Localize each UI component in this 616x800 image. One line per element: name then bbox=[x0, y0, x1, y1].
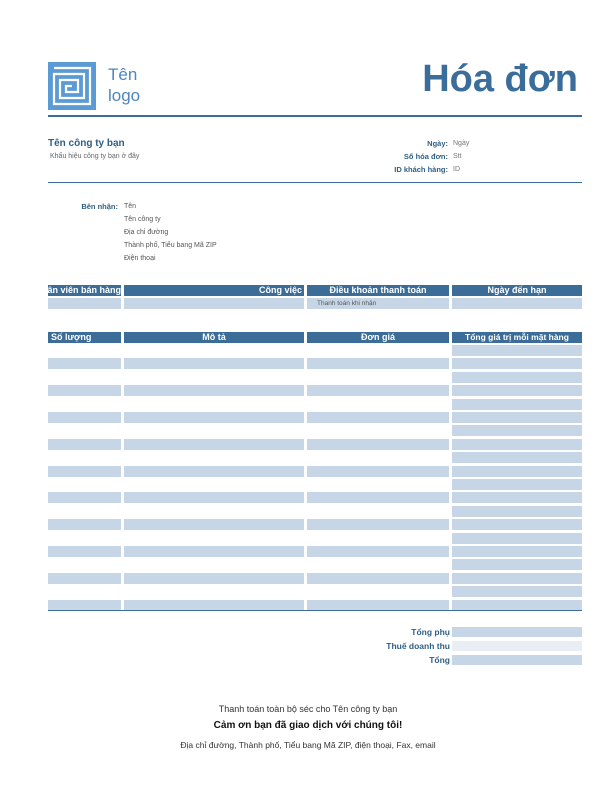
table-cell[interactable] bbox=[307, 466, 449, 477]
table-cell[interactable] bbox=[452, 479, 582, 490]
company-name: Tên công ty bạn bbox=[48, 138, 125, 149]
table-cell[interactable] bbox=[48, 519, 121, 530]
table-cell[interactable] bbox=[48, 425, 121, 436]
table-cell[interactable] bbox=[307, 372, 449, 383]
cell-payment-terms[interactable]: Thanh toán khi nhận bbox=[307, 298, 449, 309]
table-cell[interactable] bbox=[452, 439, 582, 450]
table-cell[interactable] bbox=[48, 492, 121, 503]
table-cell[interactable] bbox=[48, 439, 121, 450]
footer-address: Địa chỉ đường, Thành phố, Tiểu bang Mã ZIP, điện thoại, Fax, email bbox=[180, 740, 436, 750]
table-cell[interactable] bbox=[452, 452, 582, 463]
table-cell[interactable] bbox=[307, 559, 449, 570]
table-cell[interactable] bbox=[452, 466, 582, 477]
footer-thanks: Cảm ơn bạn đã giao dịch với chúng tôi! bbox=[213, 720, 403, 731]
table-cell[interactable] bbox=[48, 533, 121, 544]
table-cell[interactable] bbox=[48, 358, 121, 369]
table-cell[interactable] bbox=[124, 372, 304, 383]
table-cell[interactable] bbox=[124, 492, 304, 503]
table-cell[interactable] bbox=[124, 439, 304, 450]
table-cell[interactable] bbox=[307, 399, 449, 410]
table-cell[interactable] bbox=[48, 466, 121, 477]
customer-id-label: ID khách hàng: bbox=[394, 165, 448, 174]
recipient-city: Thành phố, Tiểu bang Mã ZIP bbox=[124, 242, 217, 249]
tax-label: Thuế doanh thu bbox=[386, 641, 450, 651]
header-salesperson: Nhân viên bán hàng bbox=[35, 285, 121, 295]
total-label: Tổng bbox=[429, 655, 450, 665]
recipient-name: Tên bbox=[124, 203, 137, 210]
logo-line-2: logo bbox=[108, 86, 141, 105]
recipient-phone: Điện thoại bbox=[124, 255, 156, 262]
table-cell[interactable] bbox=[452, 519, 582, 530]
table-cell[interactable] bbox=[48, 506, 121, 517]
table-cell[interactable] bbox=[452, 372, 582, 383]
table-cell[interactable] bbox=[307, 492, 449, 503]
company-slogan: Khẩu hiệu công ty bạn ở đây bbox=[50, 153, 140, 160]
table-cell[interactable] bbox=[452, 399, 582, 410]
table-cell[interactable] bbox=[307, 586, 449, 597]
table-cell[interactable] bbox=[452, 546, 582, 557]
cell-due-date[interactable] bbox=[452, 298, 582, 309]
table-cell[interactable] bbox=[452, 559, 582, 570]
header-divider bbox=[48, 115, 582, 117]
footer-payment-note: Thanh toán toàn bộ séc cho Tên công ty bạn bbox=[218, 704, 398, 714]
table-cell[interactable] bbox=[307, 358, 449, 369]
header-description: Mô tả bbox=[124, 332, 304, 343]
table-cell[interactable] bbox=[452, 573, 582, 584]
table-cell[interactable] bbox=[124, 573, 304, 584]
table-cell[interactable] bbox=[307, 452, 449, 463]
recipient-company: Tên công ty bbox=[124, 216, 161, 223]
table-cell[interactable] bbox=[307, 345, 449, 356]
table-cell[interactable] bbox=[307, 600, 449, 611]
table-cell[interactable] bbox=[307, 573, 449, 584]
table-cell[interactable] bbox=[124, 358, 304, 369]
table-cell[interactable] bbox=[307, 546, 449, 557]
table-cell[interactable] bbox=[124, 466, 304, 477]
invoice-title: Hóa đơn bbox=[422, 58, 578, 100]
invoice-number-label: Số hóa đơn: bbox=[403, 152, 448, 161]
table-cell[interactable] bbox=[452, 600, 582, 611]
table-cell[interactable] bbox=[307, 425, 449, 436]
table-cell[interactable] bbox=[307, 506, 449, 517]
table-cell[interactable] bbox=[48, 399, 121, 410]
table-cell[interactable] bbox=[48, 345, 121, 356]
section-divider bbox=[48, 182, 582, 183]
table-cell[interactable] bbox=[48, 573, 121, 584]
header-due-date: Ngày đến hạn bbox=[452, 285, 582, 296]
cell-salesperson[interactable] bbox=[48, 298, 121, 309]
recipient-street: Địa chỉ đường bbox=[124, 229, 169, 236]
cell-job[interactable] bbox=[124, 298, 304, 309]
table-cell[interactable] bbox=[452, 586, 582, 597]
table-cell[interactable] bbox=[48, 479, 121, 490]
table-cell[interactable] bbox=[452, 506, 582, 517]
table-cell[interactable] bbox=[452, 533, 582, 544]
table-cell[interactable] bbox=[124, 533, 304, 544]
items-bottom-rule bbox=[48, 610, 582, 611]
table-cell[interactable] bbox=[124, 345, 304, 356]
header-quantity: Số lượng bbox=[48, 332, 121, 343]
table-cell[interactable] bbox=[48, 559, 121, 570]
table-cell[interactable] bbox=[124, 425, 304, 436]
header-line-total: Tổng giá trị mỗi mặt hàng bbox=[452, 332, 582, 343]
table-cell[interactable] bbox=[452, 492, 582, 503]
table-cell[interactable] bbox=[124, 399, 304, 410]
date-value: Ngày bbox=[453, 140, 470, 147]
total-value[interactable] bbox=[452, 655, 582, 665]
table-cell[interactable] bbox=[124, 519, 304, 530]
logo-line-1: Tên bbox=[108, 65, 138, 84]
table-cell[interactable] bbox=[452, 345, 582, 356]
table-cell[interactable] bbox=[124, 506, 304, 517]
table-cell[interactable] bbox=[124, 479, 304, 490]
header-unit-price: Đơn giá bbox=[307, 332, 449, 343]
maze-icon bbox=[48, 62, 96, 110]
table-cell[interactable] bbox=[48, 546, 121, 557]
recipient-label: Bên nhận: bbox=[81, 202, 118, 211]
table-cell[interactable] bbox=[307, 519, 449, 530]
table-cell[interactable] bbox=[48, 412, 121, 423]
table-cell[interactable] bbox=[48, 385, 121, 396]
logo-placeholder bbox=[48, 62, 96, 110]
table-cell[interactable] bbox=[124, 452, 304, 463]
table-cell[interactable] bbox=[124, 412, 304, 423]
date-label: Ngày: bbox=[427, 139, 448, 148]
table-cell[interactable] bbox=[307, 412, 449, 423]
table-cell[interactable] bbox=[307, 479, 449, 490]
table-cell[interactable] bbox=[48, 586, 121, 597]
table-cell[interactable] bbox=[124, 385, 304, 396]
table-cell[interactable] bbox=[48, 372, 121, 383]
logo-text bbox=[108, 64, 140, 106]
header-job: Công việc bbox=[124, 285, 304, 296]
tax-value[interactable] bbox=[452, 641, 582, 651]
subtotal-value[interactable] bbox=[452, 627, 582, 637]
table-cell[interactable] bbox=[48, 452, 121, 463]
table-cell[interactable] bbox=[452, 425, 582, 436]
table-cell[interactable] bbox=[124, 559, 304, 570]
header-payment-terms: Điều khoản thanh toán bbox=[307, 285, 449, 296]
customer-id-value: ID bbox=[453, 166, 460, 173]
table-cell[interactable] bbox=[452, 358, 582, 369]
table-cell[interactable] bbox=[452, 385, 582, 396]
table-cell[interactable] bbox=[307, 439, 449, 450]
subtotal-label: Tổng phụ bbox=[411, 627, 450, 637]
table-cell[interactable] bbox=[124, 546, 304, 557]
table-cell[interactable] bbox=[307, 385, 449, 396]
table-cell[interactable] bbox=[307, 533, 449, 544]
table-cell[interactable] bbox=[48, 600, 121, 611]
table-cell[interactable] bbox=[124, 600, 304, 611]
table-cell[interactable] bbox=[452, 412, 582, 423]
table-cell[interactable] bbox=[124, 586, 304, 597]
invoice-number-value: Stt bbox=[453, 153, 462, 160]
